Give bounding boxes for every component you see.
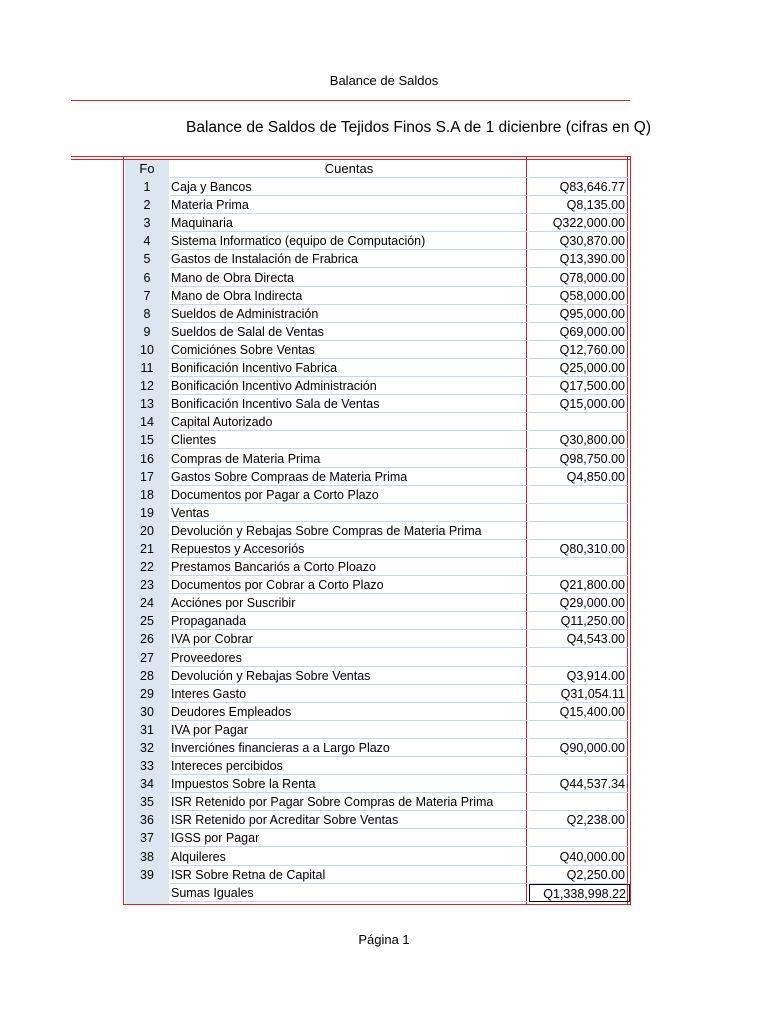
row-number: 20: [140, 523, 154, 538]
table-row: [124, 359, 630, 377]
row-number: 3: [143, 216, 151, 231]
account-amount: Q40,000.00: [529, 848, 628, 866]
totals-label: Sumas Iguales: [170, 884, 527, 902]
account-amount: [529, 793, 628, 811]
row-number: 35: [140, 795, 154, 810]
account-name: Bonificación Incentivo Sala de Ventas: [170, 395, 527, 413]
table-row: [124, 811, 630, 829]
table-row: [124, 377, 630, 395]
account-name: Compras de Materia Prima: [170, 450, 527, 468]
page-header: Balance de Saldos: [329, 73, 439, 88]
account-amount: Q44,537.34: [529, 775, 628, 793]
account-name: Devolución y Rebajas Sobre Compras de Materia Prima: [170, 522, 527, 540]
table-row: [124, 540, 630, 558]
account-amount: Q11,250.00: [529, 612, 628, 630]
table-row: [124, 558, 630, 576]
account-name: Ventas: [170, 504, 527, 522]
account-name: ISR Retenido por Pagar Sobre Compras de Materia Prima: [170, 793, 527, 811]
account-name: Caja y Bancos: [170, 178, 527, 196]
account-name: Bonificación Incentivo Administración: [170, 377, 527, 395]
row-number: 38: [140, 849, 154, 864]
account-amount: Q95,000.00: [529, 305, 628, 323]
row-number: 17: [140, 469, 154, 484]
account-amount: Q4,543.00: [529, 630, 628, 648]
account-name: ISR Retenido por Acreditar Sobre Ventas: [170, 811, 527, 829]
totals-value: Q1,338,998.22: [529, 884, 630, 902]
row-number: 33: [140, 759, 154, 774]
account-amount: Q2,250.00: [529, 866, 628, 884]
row-number: 1: [143, 180, 151, 195]
table-row: [124, 486, 630, 504]
table-top-rule: [71, 156, 631, 157]
table-row: [124, 214, 630, 232]
account-amount: Q69,000.00: [529, 323, 628, 341]
account-name: Clientes: [170, 431, 527, 449]
account-amount: [529, 486, 628, 504]
table-row: [124, 703, 630, 721]
table-row: [124, 269, 630, 287]
account-amount: [529, 649, 628, 667]
row-number: 11: [140, 361, 154, 376]
account-amount: Q29,000.00: [529, 594, 628, 612]
account-amount: Q8,135.00: [529, 196, 628, 214]
row-number: 31: [140, 722, 154, 737]
table-row: [124, 450, 630, 468]
account-name: Bonificación Incentivo Fabrica: [170, 359, 527, 377]
account-amount: Q15,000.00: [529, 395, 628, 413]
balance-table: [124, 160, 630, 902]
account-name: Sueldos de Salal de Ventas: [170, 323, 527, 341]
account-amount: Q30,870.00: [529, 232, 628, 250]
account-amount: Q90,000.00: [529, 739, 628, 757]
account-name: IVA por Cobrar: [170, 630, 527, 648]
account-amount: Q2,238.00: [529, 811, 628, 829]
row-number: 8: [143, 306, 151, 321]
table-row: [124, 287, 630, 305]
row-number: 12: [140, 379, 154, 394]
account-amount: Q17,500.00: [529, 377, 628, 395]
account-amount: Q12,760.00: [529, 341, 628, 359]
account-name: Inverciónes financieras a a Largo Plazo: [170, 739, 527, 757]
account-name: Interes Gasto: [170, 685, 527, 703]
account-name: Intereces percibidos: [170, 757, 527, 775]
account-name: Materia Prima: [170, 196, 527, 214]
account-name: Documentos por Pagar a Corto Plazo: [170, 486, 527, 504]
column-header-fo: Fo: [139, 161, 155, 176]
table-row: [124, 848, 630, 866]
account-name: Mano de Obra Directa: [170, 269, 527, 287]
table-bottom-border: [123, 904, 631, 905]
account-name: ISR Sobre Retna de Capital: [170, 866, 527, 884]
account-amount: Q15,400.00: [529, 703, 628, 721]
account-name: Documentos por Cobrar a Corto Plazo: [170, 576, 527, 594]
row-number: 23: [140, 578, 154, 593]
table-row: [124, 413, 630, 431]
header-rule: [71, 100, 630, 101]
table-header-row: [124, 160, 630, 178]
account-name: Devolución y Rebajas Sobre Ventas: [170, 667, 527, 685]
account-name: Gastos de Instalación de Frabrica: [170, 250, 527, 268]
row-number: 5: [143, 252, 151, 267]
account-amount: Q25,000.00: [529, 359, 628, 377]
row-number: 28: [140, 668, 154, 683]
table-row: [124, 341, 630, 359]
account-amount: [529, 504, 628, 522]
row-number: 19: [140, 505, 154, 520]
account-name: Propaganada: [170, 612, 527, 630]
account-amount: [529, 558, 628, 576]
row-number: 25: [140, 614, 154, 629]
table-row: [124, 667, 630, 685]
account-name: Sueldos de Administración: [170, 305, 527, 323]
table-row: [124, 323, 630, 341]
page-title: Balance de Saldos de Tejidos Finos S.A de 1 dicienbre (cifras en Q): [186, 119, 651, 136]
account-name: Prestamos Bancariós a Corto Ploazo: [170, 558, 527, 576]
account-name: Gastos Sobre Compraas de Materia Prima: [170, 468, 527, 486]
account-amount: Q78,000.00: [529, 269, 628, 287]
totals-row: [124, 884, 630, 902]
row-number: 6: [143, 270, 151, 285]
table-row: [124, 793, 630, 811]
account-name: Maquinaria: [170, 214, 527, 232]
table-row: [124, 775, 630, 793]
table-row: [124, 468, 630, 486]
table-row: [124, 630, 630, 648]
account-name: Capital Autorizado: [170, 413, 527, 431]
amount-column-right-border-outer: [630, 157, 631, 905]
account-amount: [529, 757, 628, 775]
account-amount: Q58,000.00: [529, 287, 628, 305]
table-row: [124, 757, 630, 775]
table-row: [124, 232, 630, 250]
row-number: 18: [140, 487, 154, 502]
table-row: [124, 721, 630, 739]
row-number: 24: [140, 596, 154, 611]
account-name: IVA por Pagar: [170, 721, 527, 739]
account-amount: Q21,800.00: [529, 576, 628, 594]
account-amount: Q31,054.11: [529, 685, 628, 703]
account-amount: Q83,646.77: [529, 178, 628, 196]
row-number: 2: [143, 198, 151, 213]
table-row: [124, 594, 630, 612]
row-number: 27: [140, 650, 154, 665]
table-row: [124, 649, 630, 667]
row-number: 10: [140, 342, 154, 357]
account-amount: Q30,800.00: [529, 431, 628, 449]
account-amount: Q80,310.00: [529, 540, 628, 558]
row-number: 34: [140, 777, 154, 792]
table-row: [124, 829, 630, 847]
table-row: [124, 431, 630, 449]
table-row: [124, 305, 630, 323]
row-number: 37: [140, 831, 154, 846]
row-number: 15: [140, 433, 154, 448]
account-amount: [529, 721, 628, 739]
table-row: [124, 250, 630, 268]
row-number: 7: [143, 288, 151, 303]
row-number: 36: [140, 813, 154, 828]
account-name: Sistema Informatico (equipo de Computación): [170, 232, 527, 250]
column-header-cuentas: Cuentas: [170, 160, 527, 178]
account-name: Repuestos y Accesoriós: [170, 540, 527, 558]
row-number: 4: [143, 234, 151, 249]
account-name: Mano de Obra Indirecta: [170, 287, 527, 305]
row-number: 16: [140, 451, 154, 466]
row-number: 9: [143, 324, 151, 339]
row-number: 14: [140, 415, 154, 430]
table-row: [124, 685, 630, 703]
account-amount: Q3,914.00: [529, 667, 628, 685]
column-header-amount: [529, 160, 628, 178]
row-number: 29: [140, 686, 154, 701]
account-amount: Q4,850.00: [529, 468, 628, 486]
account-name: Deudores Empleados: [170, 703, 527, 721]
table-row: [124, 196, 630, 214]
table-row: [124, 612, 630, 630]
table-row: [124, 522, 630, 540]
account-amount: Q322,000.00: [529, 214, 628, 232]
account-amount: [529, 413, 628, 431]
account-amount: Q13,390.00: [529, 250, 628, 268]
account-amount: [529, 829, 628, 847]
table-row: [124, 504, 630, 522]
row-number: 22: [140, 560, 154, 575]
account-name: Proveedores: [170, 649, 527, 667]
row-number: 30: [140, 704, 154, 719]
account-name: Acciónes por Suscribir: [170, 594, 527, 612]
account-amount: [529, 522, 628, 540]
row-number: 13: [140, 397, 154, 412]
account-amount: Q98,750.00: [529, 450, 628, 468]
table-row: [124, 395, 630, 413]
row-number: 21: [140, 541, 154, 556]
account-name: Comiciónes Sobre Ventas: [170, 341, 527, 359]
row-number: 32: [140, 741, 154, 755]
account-name: Alquileres: [170, 848, 527, 866]
table-row: [124, 866, 630, 884]
row-number: 26: [140, 632, 154, 647]
table-row: [124, 576, 630, 594]
row-number: 39: [140, 867, 154, 882]
table-row: [124, 178, 630, 196]
table-row: [124, 739, 630, 757]
page-footer: Página 1: [358, 932, 410, 947]
account-name: Impuestos Sobre la Renta: [170, 775, 527, 793]
account-name: IGSS por Pagar: [170, 829, 527, 847]
